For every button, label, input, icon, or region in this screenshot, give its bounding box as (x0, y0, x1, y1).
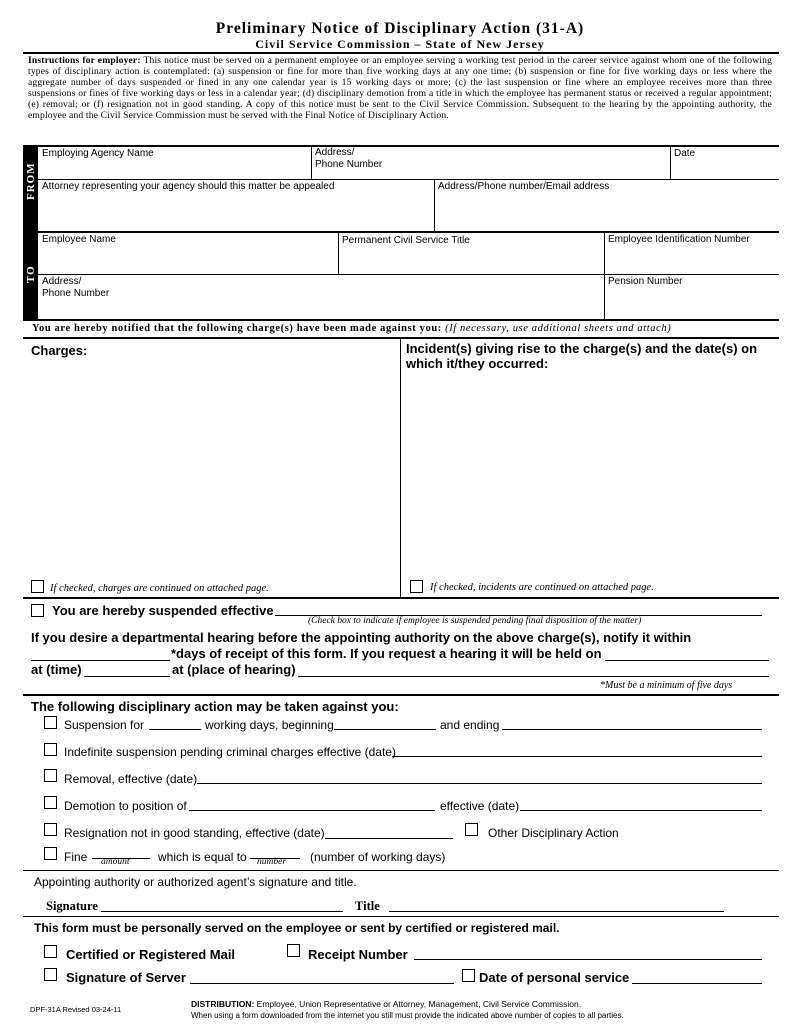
signature-server-input[interactable] (190, 983, 454, 984)
working-days-beginning-label: working days, beginning (205, 718, 334, 732)
divider (604, 231, 605, 319)
equal-to-label: which is equal to (158, 850, 247, 864)
employee-address-field[interactable]: Address/ Phone Number (42, 276, 110, 299)
divider (338, 231, 339, 274)
title-label: Title (355, 899, 380, 913)
fine-checkbox[interactable] (44, 847, 57, 860)
removal-date-input[interactable] (197, 783, 762, 784)
service-heading: This form must be personally served on the employee or sent by certified or registered mail. (34, 921, 560, 935)
demotion-date-input[interactable] (520, 810, 762, 811)
indefinite-label: Indefinite suspension pending criminal charges effective (date) (64, 745, 396, 759)
service-top-rule (23, 916, 779, 917)
to-label: TO (25, 265, 37, 283)
suspension-days-input[interactable] (149, 729, 201, 730)
personal-service-label: Date of personal service (479, 970, 630, 985)
suspension-end-input[interactable] (502, 729, 762, 730)
employing-agency-field[interactable]: Employing Agency Name (42, 148, 154, 159)
fine-number-caption: number (257, 857, 287, 867)
and-ending-label: and ending (440, 718, 500, 732)
receipt-number-input[interactable] (414, 959, 762, 960)
incidents-continued-text: If checked, incidents are continued on attached page. (430, 582, 654, 593)
charges-label: Charges: (31, 343, 88, 358)
divider (311, 145, 312, 179)
suspension-for-checkbox[interactable] (44, 716, 57, 729)
certified-mail-label: Certified or Registered Mail (66, 947, 236, 962)
at-place-label: at (place of hearing) (172, 662, 296, 677)
from-label: FROM (25, 162, 37, 200)
suspension-begin-input[interactable] (334, 729, 436, 730)
hearing-date-input[interactable] (605, 660, 769, 661)
instructions (28, 56, 772, 121)
working-days-note: (number of working days) (310, 850, 446, 864)
demotion-effective-label: effective (date) (440, 799, 520, 813)
demotion-label: Demotion to position of (64, 799, 187, 813)
fine-amount-caption: amount (101, 857, 130, 867)
distribution-label: DISTRIBUTION: (191, 999, 255, 1009)
divider (38, 274, 779, 275)
indefinite-date-input[interactable] (392, 756, 762, 757)
from-top-rule (23, 145, 779, 147)
notice (32, 323, 671, 334)
to-top-rule (23, 231, 779, 233)
charges-continued-checkbox[interactable] (31, 580, 44, 593)
to-sidebar (23, 233, 38, 319)
notice-top-rule (23, 319, 779, 321)
signature-server-checkbox[interactable] (44, 968, 57, 981)
actions-top-rule (23, 694, 779, 696)
incidents-label: Incident(s) giving rise to the charge(s) and the date(s) on which it/they occurred: (406, 341, 758, 371)
distribution-note: When using a form downloaded from the internet you still must provide the indicated above number of copies to all parties. (191, 1011, 624, 1020)
incidents-continued-checkbox[interactable] (410, 580, 423, 593)
minimum-note: *Must be a minimum of five days (600, 680, 733, 691)
divider (670, 145, 671, 179)
charges-continued-text: If checked, charges are continued on attached page. (50, 583, 269, 594)
pension-number-field[interactable]: Pension Number (608, 276, 683, 287)
employee-id-field[interactable]: Employee Identification Number (608, 234, 750, 245)
receipt-number-checkbox[interactable] (287, 944, 300, 957)
page-title: Preliminary Notice of Disciplinary Action (31-A) (215, 20, 585, 37)
page-subtitle: Civil Service Commission – State of New Jersey (255, 37, 545, 51)
suspension-note: (Check box to indicate if employee is suspended pending final disposition of the matter) (308, 616, 642, 626)
suspension-for-label: Suspension for (64, 718, 145, 732)
distribution (191, 999, 624, 1021)
signature-input[interactable] (101, 911, 343, 912)
personal-service-checkbox[interactable] (462, 969, 475, 982)
charges-top-rule (23, 337, 779, 339)
header-rule (23, 52, 779, 54)
signature-label: Signature (46, 899, 98, 913)
other-action-checkbox[interactable] (465, 823, 478, 836)
receipt-number-label: Receipt Number (308, 947, 408, 962)
divider (434, 179, 435, 231)
actions-heading: The following disciplinary action may be taken against you: (31, 699, 399, 714)
instructions-body: This notice must be served on a permanent employee or an employee serving a working test period in the career service against whom one of the following types of disciplinary action is contemplated: (a) suspension or fine for more than five working days at any one time; (b) suspension or fine for five working days or less where the aggregate number of days suspended or fined in any one calendar year is 15 working days or more; (c) the last suspension or fine where an employee receives more than three suspensions or fines of five working days or less in a calendar year; (d) disciplinary demotion from a title in which the employee has permanent status or received a regular appointment; (e) removal; or (f) resignation not in good standing. A copy of this notice must be sent to the Civil Service Commission. Subsequent to the hearing by the appointing authority, the employee and the Civil Service Commission must be served with the Final Notice of Disciplinary Action. (28, 55, 773, 121)
hearing-place-input[interactable] (298, 676, 769, 677)
employee-name-field[interactable]: Employee Name (42, 234, 116, 245)
hearing-line1: If you desire a departmental hearing before the appointing authority on the above charge(s), notify it within (31, 630, 692, 645)
hearing-time-input[interactable] (84, 676, 170, 677)
demotion-position-input[interactable] (189, 810, 435, 811)
hearing-days-text: *days of receipt of this form. If you request a hearing it will be held on (171, 646, 602, 661)
certified-mail-checkbox[interactable] (44, 945, 57, 958)
notice-note: (If necessary, use additional sheets and attach) (445, 323, 672, 334)
other-action-label: Other Disciplinary Action (488, 826, 619, 840)
fine-label: Fine (64, 850, 88, 864)
personal-service-date-input[interactable] (632, 983, 762, 984)
hearing-days-input[interactable] (31, 660, 170, 661)
notice-main: You are hereby notified that the following charge(s) have been made against you: (32, 323, 442, 334)
resignation-checkbox[interactable] (44, 823, 57, 836)
form-id: DPF-31A Revised 03-24-11 (30, 1005, 122, 1014)
attorney-contact-field[interactable]: Address/Phone number/Email address (438, 181, 610, 192)
divider (38, 179, 779, 180)
suspended-checkbox[interactable] (31, 604, 44, 617)
attorney-field[interactable]: Attorney representing your agency should this matter be appealed (42, 181, 335, 192)
signature-caption: Appointing authority or authorized agent’s signature and title. (34, 875, 357, 889)
distribution-text: Employee, Union Representative or Attorney, Management, Civil Service Commission. (256, 999, 582, 1009)
suspension-top-rule (23, 597, 779, 599)
civil-service-title-field[interactable]: Permanent Civil Service Title (342, 235, 470, 246)
removal-label: Removal, effective (date) (64, 772, 198, 786)
agency-address-field[interactable]: Address/ Phone Number (315, 147, 383, 170)
from-sidebar (23, 145, 38, 231)
signature-server-label: Signature of Server (66, 970, 186, 985)
suspended-label: You are hereby suspended effective (52, 603, 274, 618)
date-field[interactable]: Date (674, 148, 696, 159)
resignation-date-input[interactable] (325, 838, 453, 839)
demotion-checkbox[interactable] (44, 796, 57, 809)
charges-divider (400, 337, 401, 597)
signature-top-rule (23, 870, 779, 871)
title-input[interactable] (389, 911, 724, 912)
at-time-label: at (time) (31, 662, 82, 677)
removal-checkbox[interactable] (44, 769, 57, 782)
indefinite-checkbox[interactable] (44, 743, 57, 756)
instructions-lead: Instructions for employer: (28, 55, 141, 66)
resignation-label: Resignation not in good standing, effective (date) (64, 826, 325, 840)
